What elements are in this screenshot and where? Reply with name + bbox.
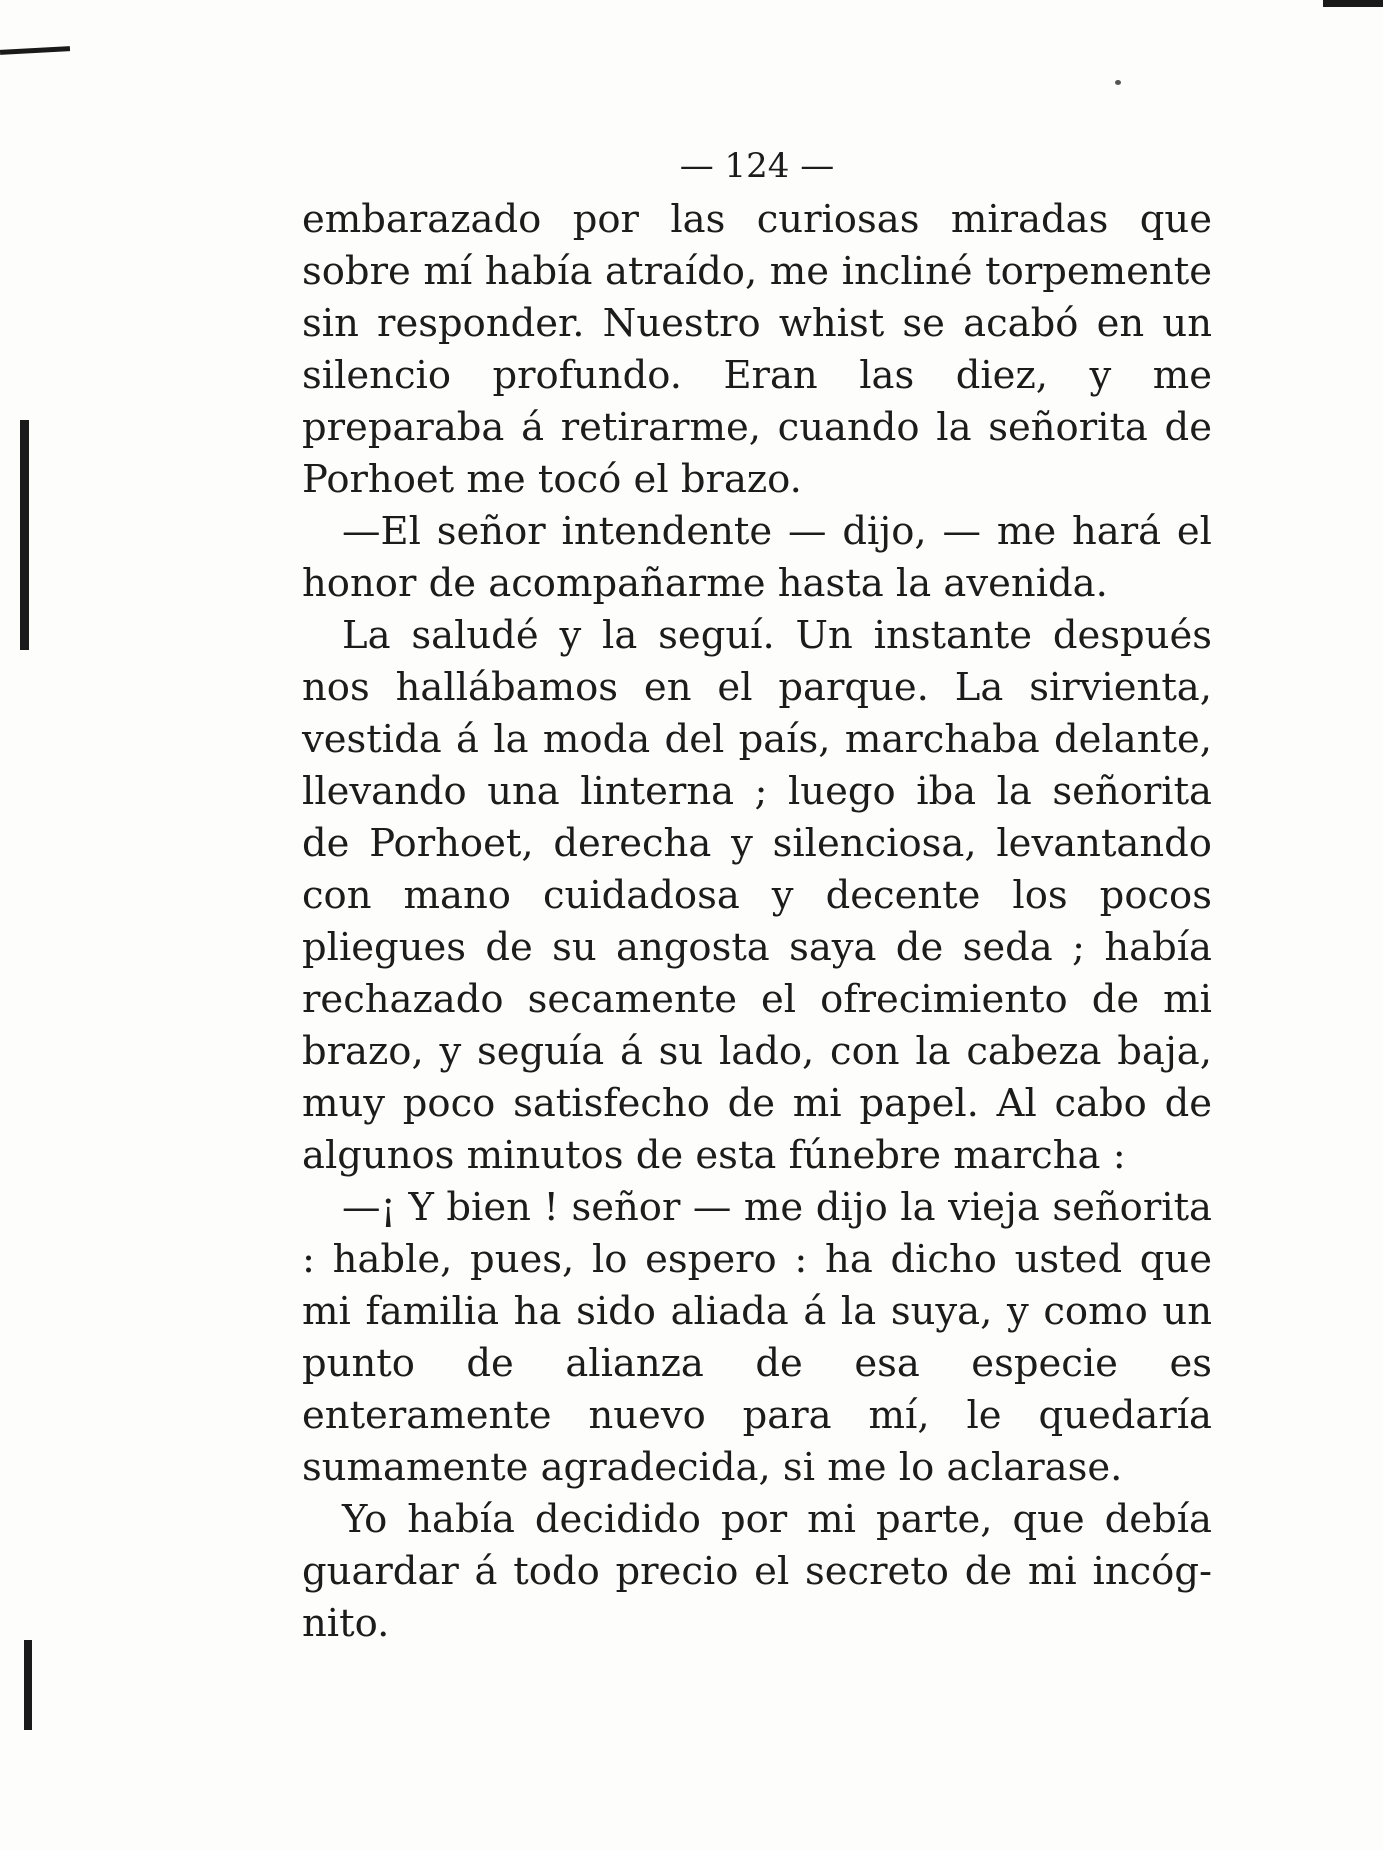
scan-edge-mark (0, 46, 70, 55)
paragraph: La saludé y la seguí. Un instante después nos hallábamos en el parque. La sirvienta, vestida á la moda del país, marchaba delante, llevando una linterna ; luego iba la señorita de Porhoet, derecha y silenciosa, levantando con mano cuidadosa y decente los pocos pliegues de su angosta saya de seda ; había rechazado secamente el ofrecimiento de mi brazo, y seguía á su lado, con la cabeza baja, muy poco satisfecho de mi papel. Al cabo de algunos minutos de esta fúnebre marcha : (302, 613, 1212, 1178)
page-number-header: — 124 — (679, 146, 835, 186)
scan-dust-speck (1115, 80, 1121, 85)
paragraph: embarazado por las curiosas miradas que sobre mí había atraído, me incliné torpemente sin responder. Nuestro whist se acabó en un silencio profundo. Eran las diez, y me preparaba á retirarme, cuando la señorita de Porhoet me tocó el brazo. (302, 197, 1212, 502)
page-body (302, 140, 1212, 1650)
scan-edge-mark (1323, 0, 1383, 7)
scan-binding-shadow (24, 1640, 32, 1730)
paragraph: —El señor intendente — dijo, — me hará el honor de acompañarme hasta la avenida. (302, 509, 1212, 606)
scan-binding-shadow (20, 420, 29, 650)
paragraph: Yo había decidido por mi parte, que debía guardar á todo precio el secreto de mi incógnito. (302, 1497, 1212, 1646)
paragraph: —¡ Y bien ! señor — me dijo la vieja señorita : hable, pues, lo espero : ha dicho usted que mi familia ha sido aliada á la suya, y como un punto de alianza de esa especie es enteramente nuevo para mí, le quedaría sumamente agradecida, si me lo aclarase. (302, 1185, 1212, 1490)
